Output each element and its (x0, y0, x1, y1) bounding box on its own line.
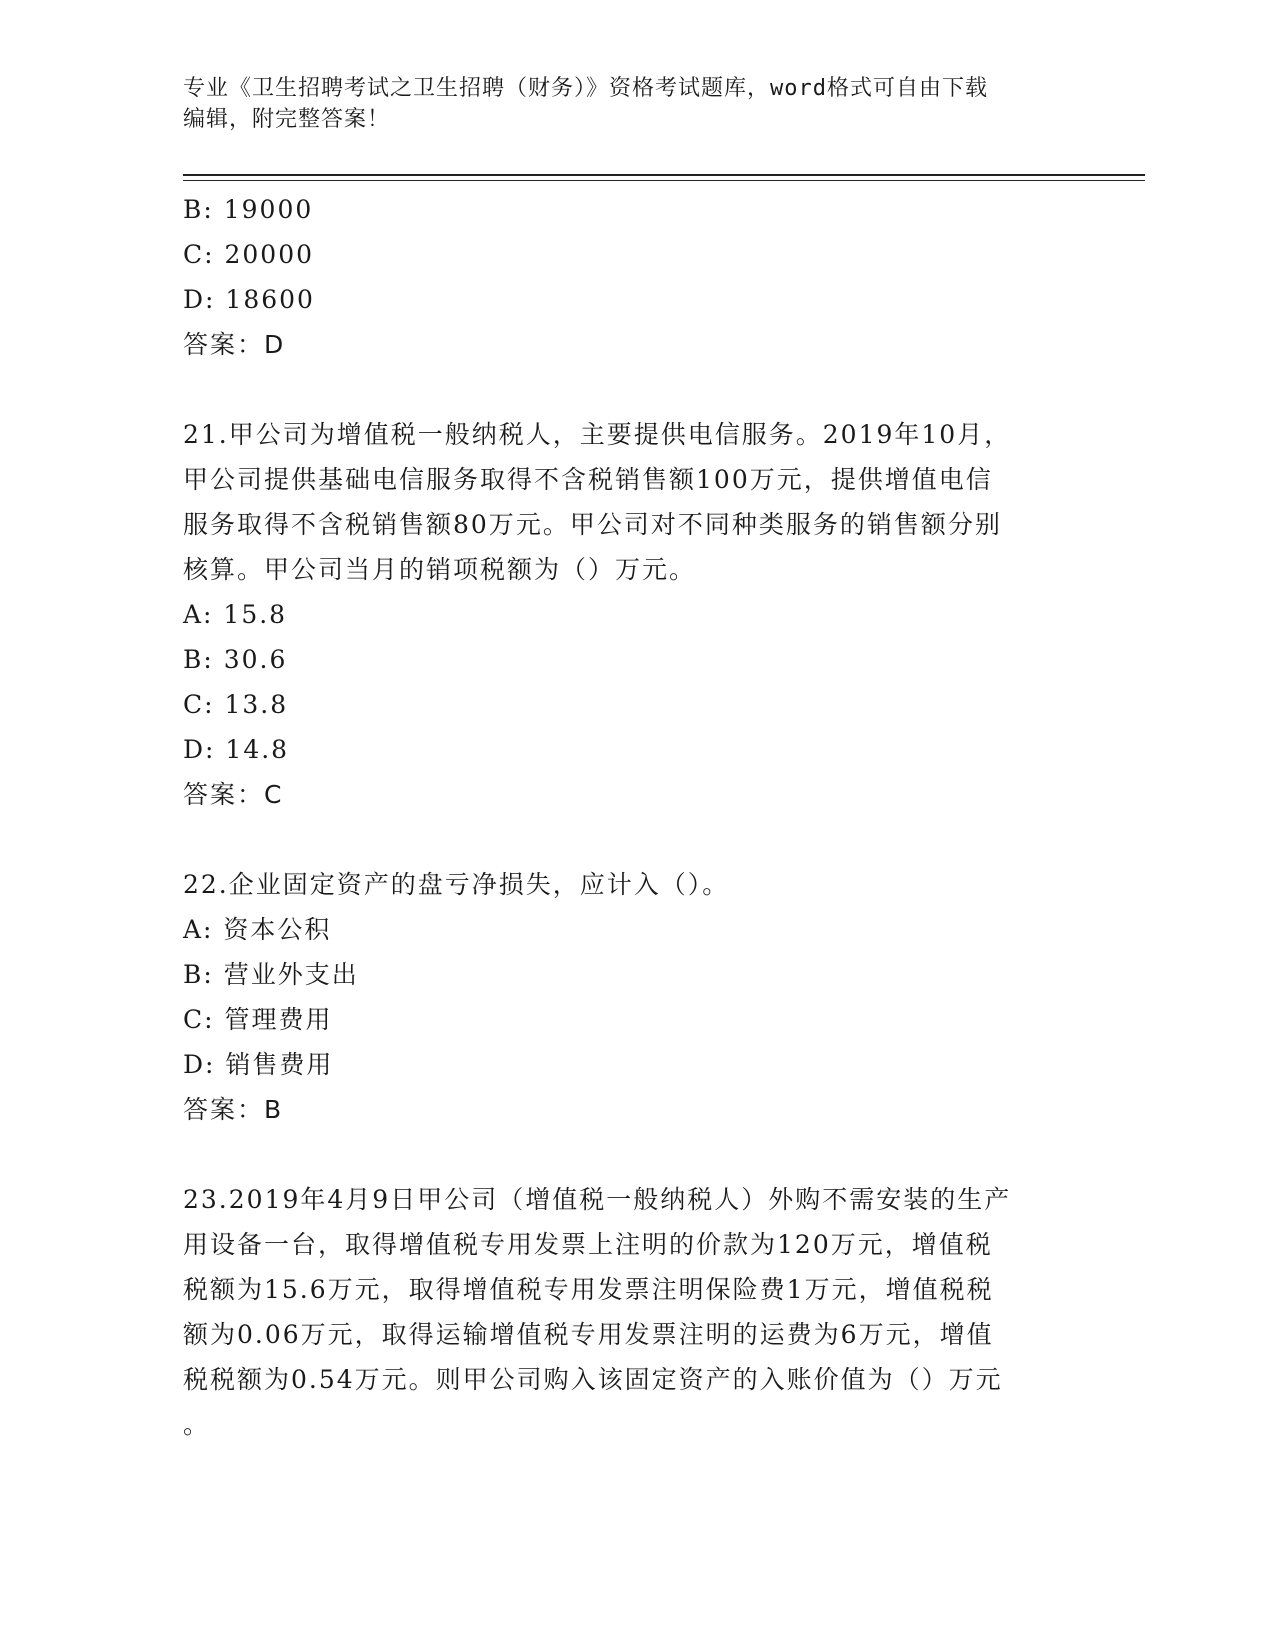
question-text-line: 22.企业固定资产的盘亏净损失，应计入（）。 (183, 870, 730, 899)
question-list (183, 187, 1083, 1447)
question-text-line: 用设备一台，取得增值税专用发票上注明的价款为120万元，增值税 (183, 1230, 993, 1259)
header-divider-thick (183, 174, 1145, 176)
option-a: A: 资本公积 (183, 915, 332, 944)
option-c: C: 13.8 (183, 690, 289, 719)
option-d: D: 14.8 (183, 735, 290, 764)
option-a: A: 15.8 (183, 600, 288, 629)
question-text-line: 21.甲公司为增值税一般纳税人，主要提供电信服务。2019年10月， (183, 420, 1012, 449)
question-text-line: 。 (183, 1410, 211, 1439)
question-23 (183, 1177, 1083, 1447)
question-text-line: 服务取得不含税销售额80万元。甲公司对不同种类服务的销售额分别 (183, 510, 1002, 539)
answer: 答案：B (183, 1095, 284, 1124)
question-text-line: 核算。甲公司当月的销项税额为（）万元。 (183, 555, 697, 584)
answer: 答案：D (183, 330, 286, 359)
header-line-2: 编辑，附完整答案！ (183, 107, 391, 132)
option-b: B: 30.6 (183, 645, 288, 674)
question-text-line: 额为0.06万元，取得运输增值税专用发票注明的运费为6万元，增值 (183, 1320, 994, 1349)
question-text-line: 甲公司提供基础电信服务取得不含税销售额100万元，提供增值电信 (183, 465, 993, 494)
question-20 (183, 187, 1083, 367)
option-c: C: 管理费用 (183, 1005, 333, 1034)
question-text-line: 税额为15.6万元，取得增值税专用发票注明保险费1万元，增值税税 (183, 1275, 994, 1304)
question-text-line: 23.2019年4月9日甲公司（增值税一般纳税人）外购不需安装的生产 (183, 1185, 1012, 1214)
header-line-1: 专业《卫生招聘考试之卫生招聘（财务）》资格考试题库，word格式可自由下载 (183, 76, 988, 101)
question-22 (183, 862, 1083, 1132)
option-b: B: 19000 (183, 195, 314, 224)
answer: 答案：C (183, 780, 284, 809)
option-d: D: 18600 (183, 285, 315, 314)
document-header (183, 73, 1063, 135)
option-d: D: 销售费用 (183, 1050, 334, 1079)
header-divider-thin (183, 180, 1145, 181)
question-text-line: 税税额为0.54万元。则甲公司购入该固定资产的入账价值为（）万元 (183, 1365, 1003, 1394)
option-c: C: 20000 (183, 240, 315, 269)
question-21 (183, 412, 1083, 817)
option-b: B: 营业外支出 (183, 960, 359, 989)
